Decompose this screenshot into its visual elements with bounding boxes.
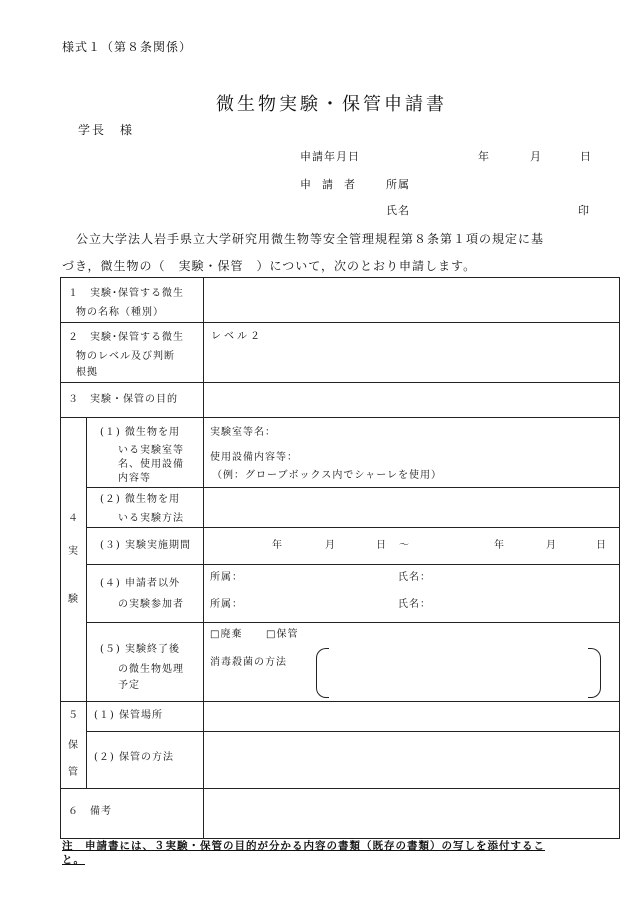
- applicant-affiliation-label: 所属: [386, 178, 410, 191]
- s52-label: (２) 保管の方法: [94, 752, 174, 763]
- section5-number: ５: [68, 710, 79, 721]
- page-title: 微生物実験・保管申請書: [216, 94, 447, 115]
- s44-affiliation-2: 所属：: [210, 599, 243, 610]
- s43-day-start: 日: [376, 540, 387, 551]
- s45-keep-checkbox[interactable]: □保管: [266, 629, 299, 640]
- intro-line-2: づき，微生物の（ 実験・保管 ）について，次のとおり申請します。: [62, 259, 477, 273]
- date-label: 申請年月日: [300, 150, 360, 163]
- s43-day-end: 日: [596, 540, 607, 551]
- date-day: 日: [580, 150, 591, 163]
- addressee: 学長 様: [78, 123, 135, 137]
- s43-month-end: 月: [546, 540, 557, 551]
- s43-range-tilde: ～: [399, 540, 410, 551]
- date-year: 年: [478, 150, 489, 163]
- s45-discard-checkbox[interactable]: □廃棄: [210, 629, 243, 640]
- date-month: 月: [530, 150, 541, 163]
- form-number: 様式１（第８条関係）: [62, 40, 193, 54]
- s41-example: （例：グローブボックス内でシャーレを使用）: [212, 470, 442, 481]
- s43-label: (３) 実験実施期間: [100, 540, 191, 551]
- section4-number: ４: [68, 513, 79, 524]
- row2-label: ２ 実験･保管する微生 物のレベル及び判断 根拠: [68, 332, 184, 378]
- row2-level-value: レベル２: [211, 331, 263, 342]
- row1-label: １ 実験･保管する微生 物の名称（種別）: [68, 288, 184, 318]
- bracket-left: [316, 648, 329, 698]
- s41-room-label: 実験室等名：: [210, 427, 276, 438]
- s42-label: (２) 微生物を用 いる実験方法: [100, 494, 184, 524]
- intro-line-1: 公立大学法人岩手県立大学研究用微生物等安全管理規程第８条第１項の規定に基: [76, 232, 545, 246]
- section4-char-1: 実: [68, 546, 79, 557]
- row6-label: ６ 備考: [68, 806, 112, 817]
- row3-label: ３ 実験・保管の目的: [68, 394, 178, 405]
- s45-sterilization-label: 消毒殺菌の方法: [210, 657, 287, 668]
- s51-label: (１) 保管場所: [94, 710, 163, 721]
- applicant-name-label: 氏名: [386, 204, 410, 217]
- footnote: 注 申請書には、３実験・保管の目的が分かる内容の書類（既存の書類）の写しを添付するこ と。: [62, 840, 545, 866]
- s43-year-start: 年: [272, 540, 283, 551]
- section5-char-1: 保: [68, 740, 79, 751]
- bracket-right: [588, 648, 601, 698]
- section4-char-2: 験: [68, 594, 79, 605]
- seal-mark: 印: [578, 204, 589, 217]
- s43-year-end: 年: [494, 540, 505, 551]
- s44-affiliation-1: 所属：: [210, 572, 243, 583]
- s44-name-2: 氏名：: [398, 599, 431, 610]
- s41-equipment-label: 使用設備内容等：: [210, 452, 298, 463]
- s41-label: (１) 微生物を用 いる実験室等 名、使用設備 内容等: [100, 427, 184, 484]
- s45-label: (５) 実験終了後 の微生物処理 予定: [100, 644, 184, 691]
- section5-char-2: 管: [68, 767, 79, 778]
- s44-label: (４) 申請者以外 の実験参加者: [100, 578, 184, 610]
- s43-month-start: 月: [325, 540, 336, 551]
- applicant-label: 申 請 者: [300, 178, 355, 191]
- s44-name-1: 氏名：: [398, 572, 431, 583]
